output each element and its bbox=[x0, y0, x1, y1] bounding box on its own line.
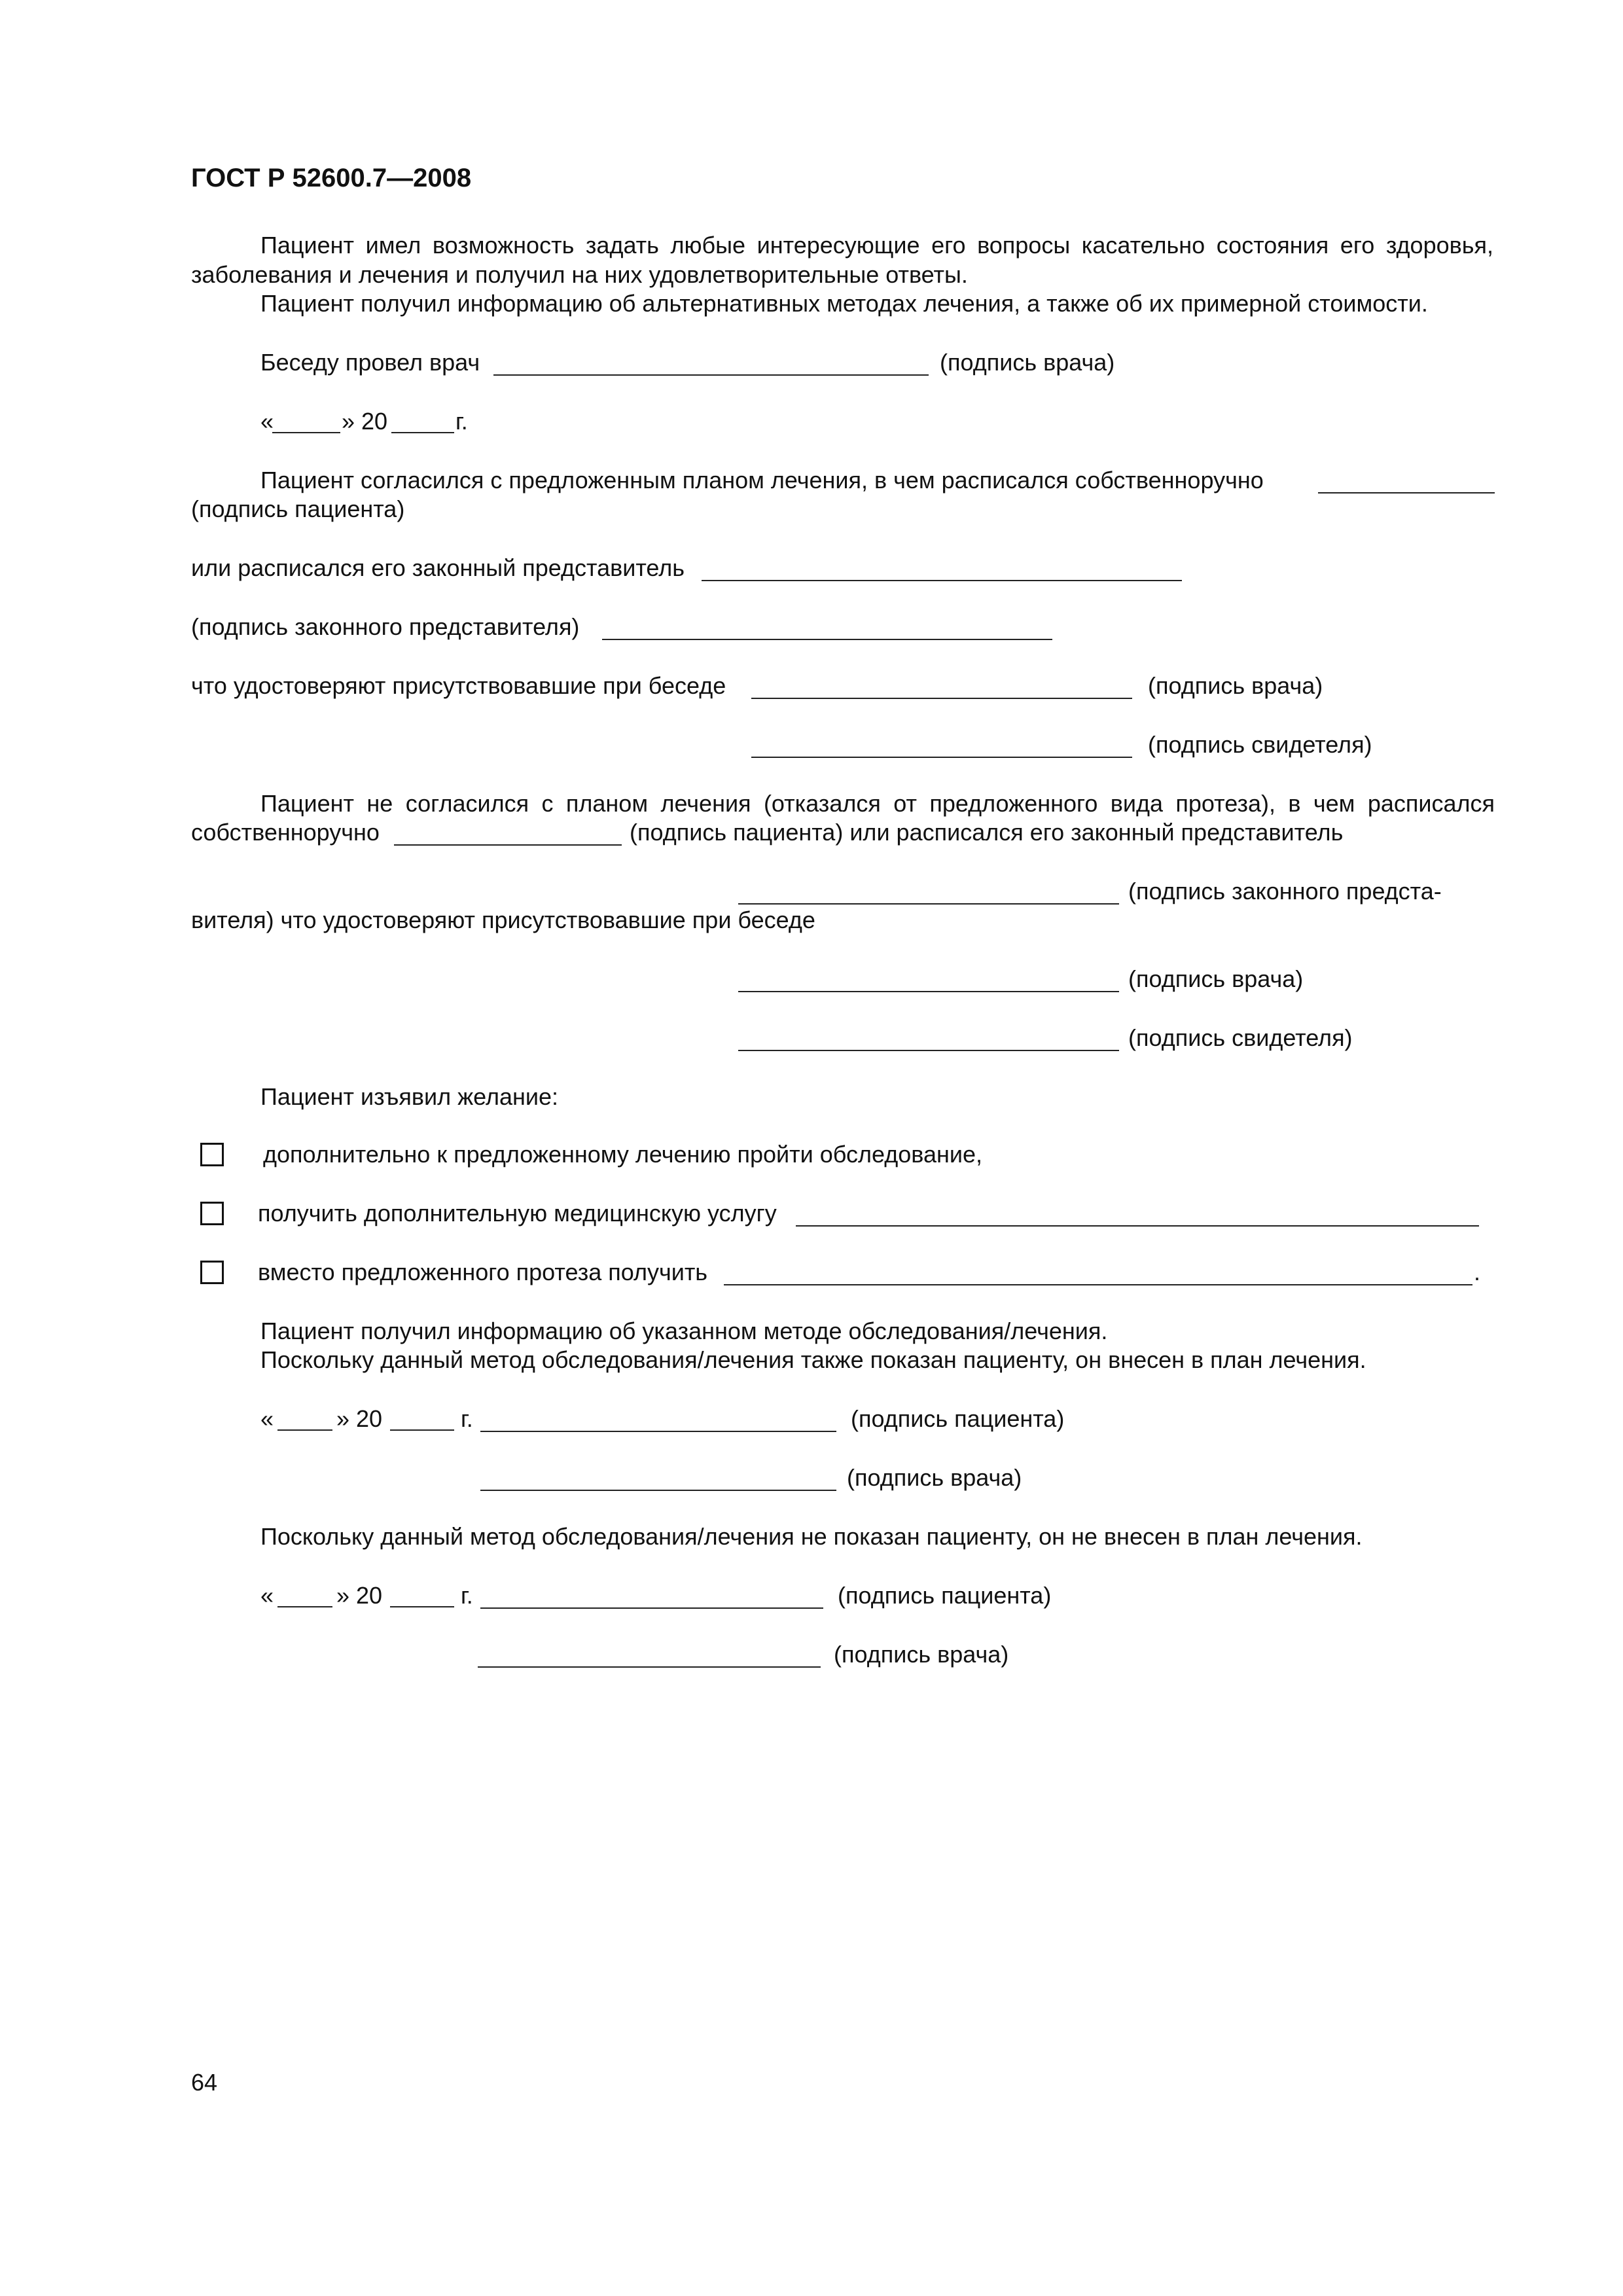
info-line2: Поскольку данный метод обследования/лечения также показан пациенту, он внесен в план лечения. bbox=[260, 1346, 1366, 1373]
doctor-signature-caption: (подпись врача) bbox=[940, 349, 1115, 376]
option-label-exam: дополнительно к предложенному лечению пройти обследование, bbox=[263, 1141, 983, 1168]
witness-doctor-blank[interactable] bbox=[751, 698, 1132, 699]
date2-year-prefix: » 20 bbox=[336, 1405, 383, 1432]
date-year-blank[interactable] bbox=[391, 432, 454, 433]
witness-caption: (подпись свидетеля) bbox=[1148, 731, 1372, 758]
doctor-line-label: Беседу провел врач bbox=[260, 349, 480, 376]
disagree-patient-blank[interactable] bbox=[394, 844, 622, 846]
paragraph-questions: Пациент имел возможность задать любые интересующие его вопросы касательно состояния его здоровья, заболевания и лечения и получил на них удовлетворительные ответы. bbox=[191, 232, 1493, 288]
date-year-suffix: г. bbox=[455, 408, 468, 435]
date3-open-quote: « bbox=[260, 1582, 274, 1609]
page-number: 64 bbox=[191, 2069, 218, 2096]
info-line1: Пациент получил информацию об указанном методе обследования/лечения. bbox=[260, 1318, 1108, 1344]
date2-open-quote: « bbox=[260, 1405, 274, 1432]
patient-signature-b-blank[interactable] bbox=[480, 1607, 823, 1609]
date-day-blank[interactable] bbox=[272, 432, 340, 433]
doctor-signature-b-caption: (подпись врача) bbox=[834, 1641, 1009, 1668]
agreement-text: Пациент согласился с предложенным планом лечения, в чем расписался собственноручно bbox=[260, 467, 1264, 493]
alt-prosthesis-period: . bbox=[1474, 1259, 1481, 1285]
doctor-signature-blank[interactable] bbox=[493, 374, 929, 376]
witness-blank[interactable] bbox=[751, 757, 1132, 758]
patient-signature-a-blank[interactable] bbox=[480, 1431, 836, 1432]
option-checkbox-extra-service[interactable] bbox=[200, 1202, 224, 1225]
date-year-prefix: » 20 bbox=[342, 408, 388, 435]
representative-signature-blank[interactable] bbox=[602, 639, 1052, 640]
witness-doctor-caption: (подпись врача) bbox=[1148, 672, 1323, 699]
patient-signature-caption: (подпись пациента) bbox=[191, 495, 405, 522]
disagree-witness-caption: (подпись свидетеля) bbox=[1128, 1024, 1353, 1051]
option-label-alt-prosthesis: вместо предложенного протеза получить bbox=[258, 1259, 708, 1285]
not-indicated-text: Поскольку данный метод обследования/лечения не показан пациенту, он не внесен в план лечения. bbox=[260, 1523, 1363, 1550]
date3-year-suffix: г. bbox=[461, 1582, 473, 1609]
wish-label: Пациент изъявил желание: bbox=[260, 1083, 559, 1110]
witness-label: что удостоверяют присутствовавшие при беседе bbox=[191, 672, 726, 699]
disagreement-text-line2b: (подпись пациента) или расписался его законный представитель bbox=[630, 819, 1344, 846]
disagreement-text-line1: Пациент не согласился с планом лечения (отказался от предложенного вида протеза), в чем расписался bbox=[260, 790, 1495, 817]
disagree-representative-caption: (подпись законного предста- bbox=[1128, 878, 1442, 905]
doctor-signature-b-blank[interactable] bbox=[478, 1666, 821, 1668]
extra-service-blank[interactable] bbox=[796, 1225, 1479, 1227]
paragraph-alternatives: Пациент получил информацию об альтернативных методах лечения, а также об их примерной стоимости. bbox=[260, 290, 1428, 317]
disagree-witness-blank[interactable] bbox=[738, 1050, 1119, 1051]
option-label-extra-service: получить дополнительную медицинскую услугу bbox=[258, 1200, 777, 1227]
date3-year-blank[interactable] bbox=[390, 1606, 454, 1607]
date2-year-suffix: г. bbox=[461, 1405, 473, 1432]
date2-year-blank[interactable] bbox=[390, 1429, 454, 1431]
disagree-representative-caption-cont: вителя) что удостоверяют присутствовавшие при беседе bbox=[191, 906, 815, 933]
representative-signature-label: (подпись законного представителя) bbox=[191, 613, 580, 640]
date-open-quote: « bbox=[260, 408, 274, 435]
doctor-signature-a-caption: (подпись врача) bbox=[847, 1464, 1022, 1491]
patient-signature-b-caption: (подпись пациента) bbox=[838, 1582, 1052, 1609]
document-header: ГОСТ Р 52600.7—2008 bbox=[191, 164, 472, 192]
option-checkbox-exam[interactable] bbox=[200, 1143, 224, 1166]
date2-day-blank[interactable] bbox=[277, 1429, 332, 1431]
option-checkbox-alt-prosthesis[interactable] bbox=[200, 1261, 224, 1284]
date3-year-prefix: » 20 bbox=[336, 1582, 383, 1609]
patient-signature-blank[interactable] bbox=[1318, 492, 1495, 493]
representative-blank[interactable] bbox=[702, 580, 1182, 581]
patient-signature-a-caption: (подпись пациента) bbox=[851, 1405, 1065, 1432]
disagree-doctor-caption: (подпись врача) bbox=[1128, 965, 1304, 992]
disagree-doctor-blank[interactable] bbox=[738, 991, 1119, 992]
doctor-signature-a-blank[interactable] bbox=[480, 1490, 836, 1491]
disagreement-text-line2a: собственноручно bbox=[191, 819, 380, 846]
alt-prosthesis-blank[interactable] bbox=[724, 1284, 1472, 1285]
date3-day-blank[interactable] bbox=[277, 1606, 332, 1607]
disagree-representative-blank[interactable] bbox=[738, 903, 1119, 905]
representative-label: или расписался его законный представитель bbox=[191, 554, 685, 581]
